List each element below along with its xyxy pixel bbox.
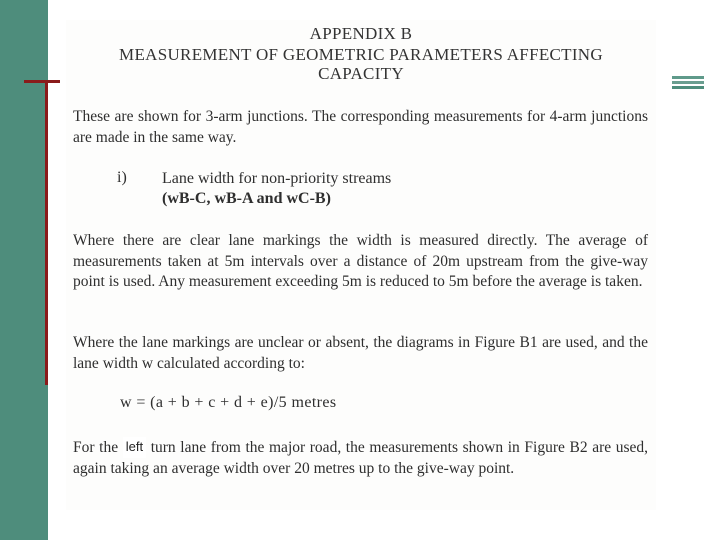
lane-width-formula: w = (a + b + c + d + e)/5 metres (120, 394, 337, 411)
direct-measurement-paragraph: Where there are clear lane markings the width is measured directly. The average of measurements taken at 5m intervals over a distance of 20m upstream from the give-way point is used. Any measurement exceeding 5m is reduced to 5m before the average is taken. (73, 232, 648, 290)
red-divider-line (24, 80, 60, 83)
sidebar-red-edge (45, 80, 48, 385)
right-decor-line (672, 76, 704, 79)
item-number: i) (117, 169, 127, 186)
unclear-markings-paragraph: Where the lane markings are unclear or absent, the diagrams in Figure B1 are used, and the lane width w calculated according to: (73, 334, 648, 372)
right-decor-line (672, 81, 704, 84)
item-title: Lane width for non-priority streams (162, 170, 392, 187)
turn-lane-paragraph (73, 437, 648, 479)
turn-paragraph-start: For the (73, 439, 119, 456)
item-heading (162, 169, 562, 209)
turn-paragraph-rest: turn lane from the major road, the measurements shown in Figure B2 are used, again taking an average width over 20 metres up to the give-way point. (73, 439, 649, 477)
left-overlay-label: left (123, 437, 146, 458)
page-title-line-2: CAPACITY (318, 64, 404, 83)
page-title-line-1: MEASUREMENT OF GEOMETRIC PARAMETERS AFFECTING (119, 45, 603, 64)
intro-paragraph: These are shown for 3-arm junctions. The corresponding measurements for 4-arm junctions are made in the same way. (73, 108, 648, 146)
appendix-heading: APPENDIX B (309, 24, 413, 43)
right-decor-line (672, 86, 704, 89)
item-subtitle: (wB-C, wB-A and wC-B) (162, 190, 331, 207)
